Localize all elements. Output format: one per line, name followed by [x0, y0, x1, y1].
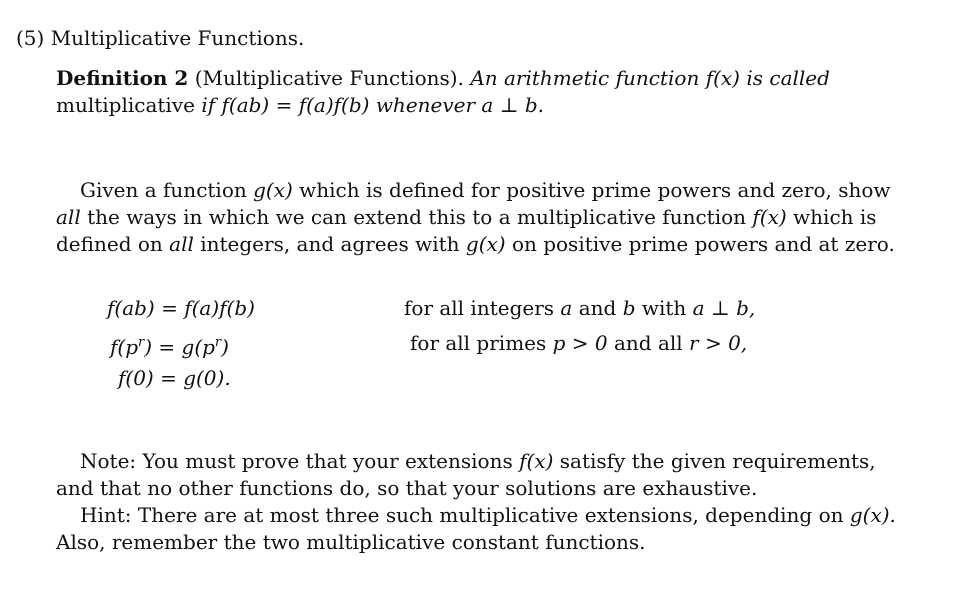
math-gx: g(x): [253, 178, 293, 202]
definition-line-2: [56, 93, 544, 117]
math-superscript: r: [214, 335, 222, 350]
problem-line-1: [80, 178, 891, 202]
note-text: satisfy the given requirements,: [559, 449, 876, 473]
condition-text: and: [578, 296, 617, 320]
math-superscript: r: [138, 335, 145, 350]
math-text: ): [221, 335, 229, 359]
definition-text: if: [201, 93, 216, 117]
definition-text: is called: [746, 66, 830, 90]
math-gx: g(x): [465, 232, 506, 256]
hint-text: Hint: There are at most three such multiplicative extensions, depending on: [80, 503, 844, 527]
equation-2-left: [110, 331, 229, 359]
definition-term: multiplicative: [56, 93, 195, 117]
math-a: a: [560, 296, 573, 320]
math-r-positive: r > 0,: [689, 331, 748, 355]
condition-text: and all: [613, 331, 683, 355]
problem-line-2: [56, 205, 877, 229]
math-b: b: [622, 296, 636, 320]
problem-text: integers, and agrees with: [200, 232, 460, 256]
problem-text: Given a function: [80, 178, 247, 202]
math-text: f(p: [110, 335, 139, 359]
math-fx: f(x): [752, 205, 787, 229]
problem-text: which is defined for positive prime powers and zero, show: [299, 178, 891, 202]
definition-label: Definition 2: [56, 66, 189, 90]
equation-2-condition: [410, 331, 747, 355]
math-fx: f(x): [519, 449, 554, 473]
math-gx: g(x).: [849, 503, 896, 527]
problem-text: on positive prime powers and at zero.: [511, 232, 895, 256]
section-heading: (5) Multiplicative Functions.: [16, 26, 305, 50]
equation-1-left: f(ab) = f(a)f(b): [107, 296, 255, 320]
condition-text: for all primes: [410, 331, 547, 355]
emphasis-text: all: [169, 232, 194, 256]
note-text: Note: You must prove that your extensions: [80, 449, 513, 473]
hint-line-1: [80, 503, 896, 527]
math-coprime: a ⊥ b.: [481, 93, 545, 117]
condition-text: for all integers: [404, 296, 555, 320]
definition-text: An arithmetic function: [470, 66, 700, 90]
note-line-2: and that no other functions do, so that your solutions are exhaustive.: [56, 476, 758, 500]
problem-text: defined on: [56, 232, 163, 256]
math-fx: f(x): [705, 66, 740, 90]
emphasis-text: all: [56, 205, 81, 229]
note-line-1: [80, 449, 876, 473]
math-p-positive: p > 0: [552, 331, 608, 355]
problem-line-3: [56, 232, 895, 256]
definition-line-1: [56, 66, 830, 90]
definition-text: whenever: [375, 93, 476, 117]
hint-line-2: Also, remember the two multiplicative constant functions.: [56, 530, 646, 554]
equation-1-condition: [404, 296, 755, 320]
definition-name: (Multiplicative Functions).: [194, 66, 464, 90]
equation-3-left: f(0) = g(0).: [118, 366, 231, 390]
math-multiplicative-identity: f(ab) = f(a)f(b): [221, 93, 370, 117]
problem-text: the ways in which we can extend this to a multiplicative function: [87, 205, 747, 229]
problem-text: which is: [793, 205, 877, 229]
math-coprime: a ⊥ b,: [692, 296, 756, 320]
condition-text: with: [641, 296, 687, 320]
math-text: ) = g(p: [144, 335, 215, 359]
